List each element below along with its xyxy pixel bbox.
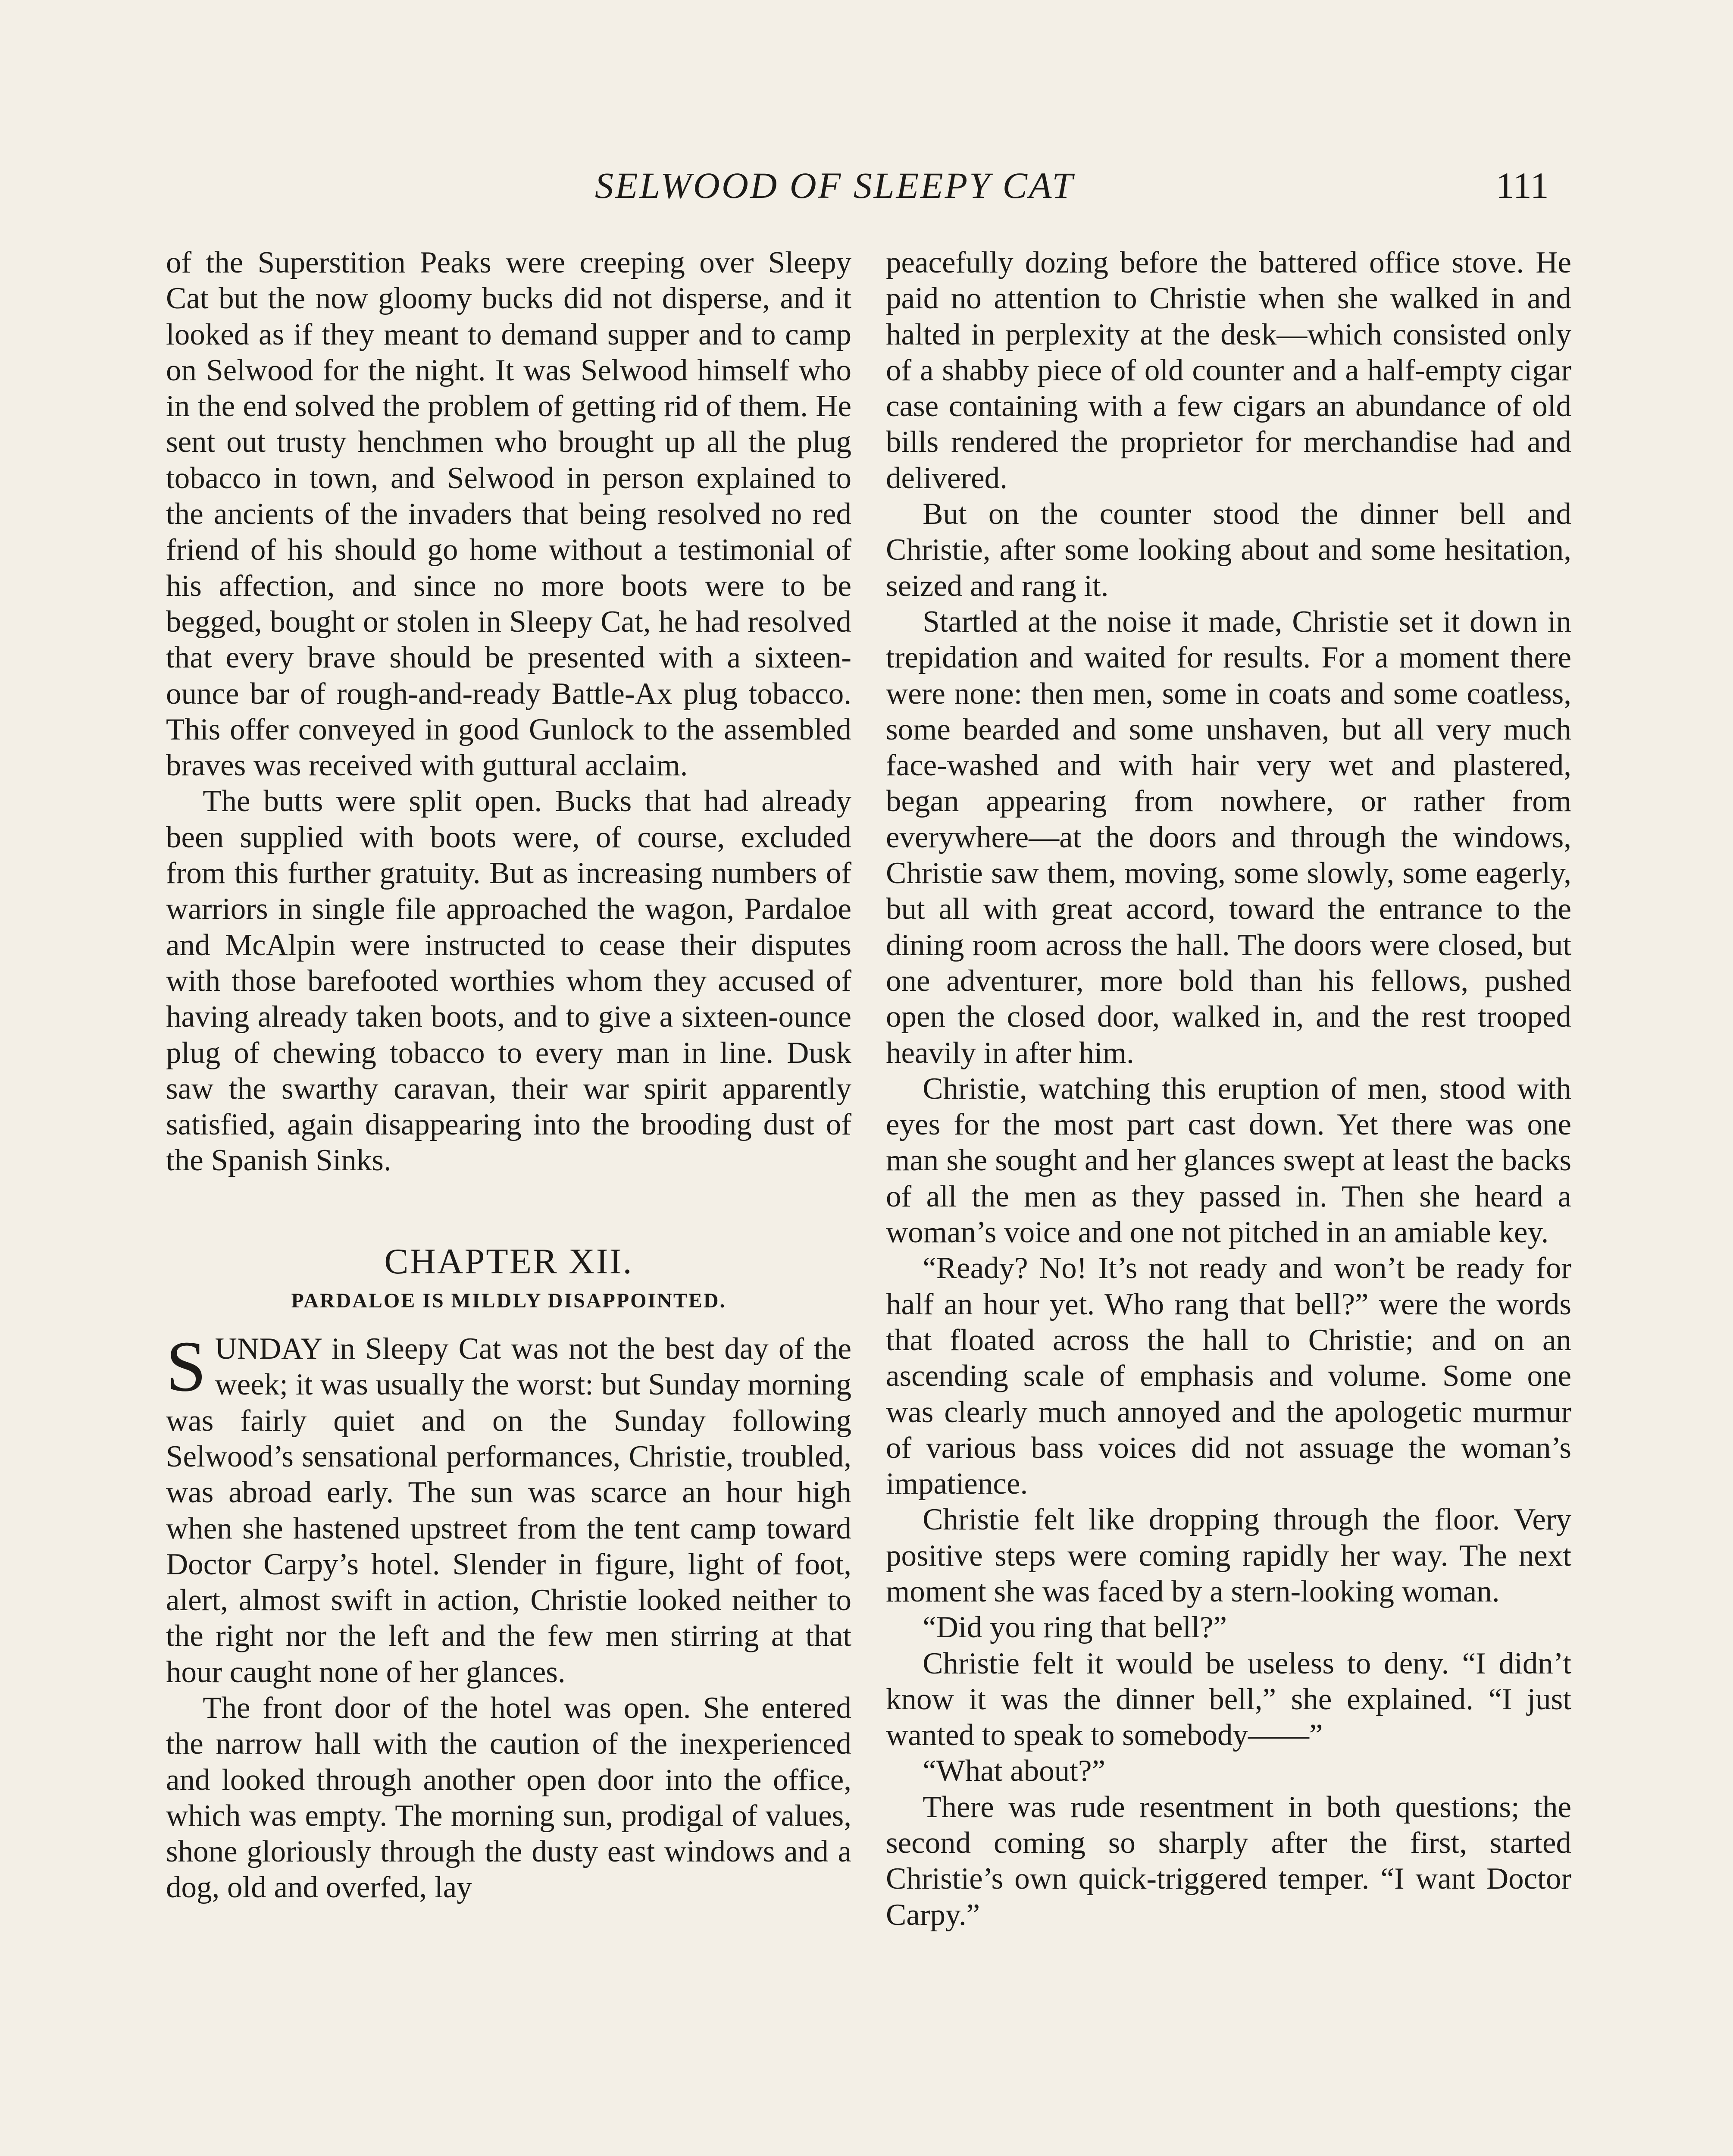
- paragraph: But on the counter stood the dinner bell and Christie, after some looking about and some hesitation, seized and rang it.: [886, 497, 1571, 603]
- left-column: [166, 245, 851, 1906]
- right-column: [886, 245, 1571, 1933]
- paragraph: The butts were split open. Bucks that had already been supplied with boots were, of course, excluded from this further gratuity. But as increasing numbers of warriors in single file approached the wagon, Pardaloe and McAlpin were instructed to cease their disputes with those barefooted worthies whom they accused of having already taken boots, and to give a sixteen-ounce plug of chewing tobacco to every man in line. Dusk saw the swarthy caravan, their war spirit apparently satisfied, again disappearing into the brooding dust of the Spanish Sinks.: [166, 784, 851, 1178]
- paragraph: of the Superstition Peaks were creeping over Sleepy Cat but the now gloomy bucks did not disperse, and it looked as if they meant to demand supper and to camp on Selwood for the night. It was Selwood himself who in the end solved the problem of getting rid of them. He sent out trusty henchmen who brought up all the plug tobacco in town, and Selwood in person explained to the ancients of the invaders that being resolved no red friend of his should go home without a testimonial of his affection, and since no more boots were to be begged, bought or stolen in Sleepy Cat, he had resolved that every brave should be presented with a sixteen-ounce bar of rough-and-ready Battle-Ax plug tobacco. This offer conveyed in good Gunlock to the assembled braves was received with guttural acclaim.: [166, 246, 851, 783]
- drop-cap: S: [166, 1326, 206, 1407]
- paragraph: peacefully dozing before the battered office stove. He paid no attention to Christie when she walked in and halted in perplexity at the desk—which consisted only of a shabby piece of old counter and a half-empty cigar case containing with a few cigars an abundance of old bills rendered the proprietor for merchandise had and delivered.: [886, 246, 1571, 495]
- paragraph: “What about?”: [923, 1754, 1105, 1788]
- paragraph: “Ready? No! It’s not ready and won’t be ready for half an hour yet. Who rang that bell?” were the words that floated across the hall to Christie; and on an ascending scale of emphasis and volume. Some one was clearly much annoyed and the apologetic murmur of various bass voices did not assuage the woman’s impatience.: [886, 1251, 1571, 1501]
- paragraph: Christie felt like dropping through the floor. Very positive steps were coming rapidly her way. The next moment she was faced by a stern-looking woman.: [886, 1503, 1571, 1608]
- paragraph: Christie, watching this eruption of men, stood with eyes for the most part cast down. Yet there was one man she sought and her glances swept at least the backs of all the men as they passed in. Then she heard a woman’s voice and one not pitched in an amiable key.: [886, 1072, 1571, 1250]
- paragraph: Startled at the noise it made, Christie set it down in trepidation and waited for results. For a moment there were none: then men, some in coats and some coatless, some bearded and some unshaven, but all very much face-washed and with hair very wet and plastered, began appearing from nowhere, or rather from everywhere—at the doors and through the windows, Christie saw them, moving, some slowly, some eagerly, but all with great accord, toward the entrance to the dining room across the hall. The doors were closed, but one adventurer, more bold than his fellows, pushed open the closed door, walked in, and the rest trooped heavily in after him.: [886, 605, 1571, 1070]
- paragraph: The front door of the hotel was open. She entered the narrow hall with the caution of the inexperienced and looked through another open door into the office, which was empty. The morning sun, prodigal of values, shone gloriously through the dusty east windows and a dog, old and overfed, lay: [166, 1691, 851, 1905]
- paragraph: “Did you ring that bell?”: [923, 1611, 1227, 1645]
- paragraph: There was rude resentment in both questions; the second coming so sharply after the first, started Christie’s own quick-triggered temper. “I want Doctor Carpy.”: [886, 1790, 1571, 1932]
- chapter-subtitle: PARDALOE IS MILDLY DISAPPOINTED.: [291, 1289, 726, 1313]
- page-number: 111: [1496, 165, 1549, 206]
- chapter-opening-paragraph: [166, 1326, 851, 1690]
- chapter-title: CHAPTER XII.: [384, 1241, 633, 1282]
- opening-paragraph-text: UNDAY in Sleepy Cat was not the best day of the week; it was usually the worst: but Sunday morning was fairly quiet and on the Sunday following Selwood’s sensational performances, Christie, troubled, was abroad early. The sun was scarce an hour high when she hastened upstreet from the tent camp toward Doctor Carpy’s hotel. Slender in figure, light of foot, alert, almost swift in action, Christie looked neither to the right nor the left and the few men stirring at that hour caught none of her glances.: [166, 1332, 851, 1689]
- running-title: SELWOOD OF SLEEPY CAT: [595, 165, 1075, 206]
- paragraph: Christie felt it would be useless to deny. “I didn’t know it was the dinner bell,” she explained. “I just wanted to speak to somebody——”: [886, 1646, 1571, 1752]
